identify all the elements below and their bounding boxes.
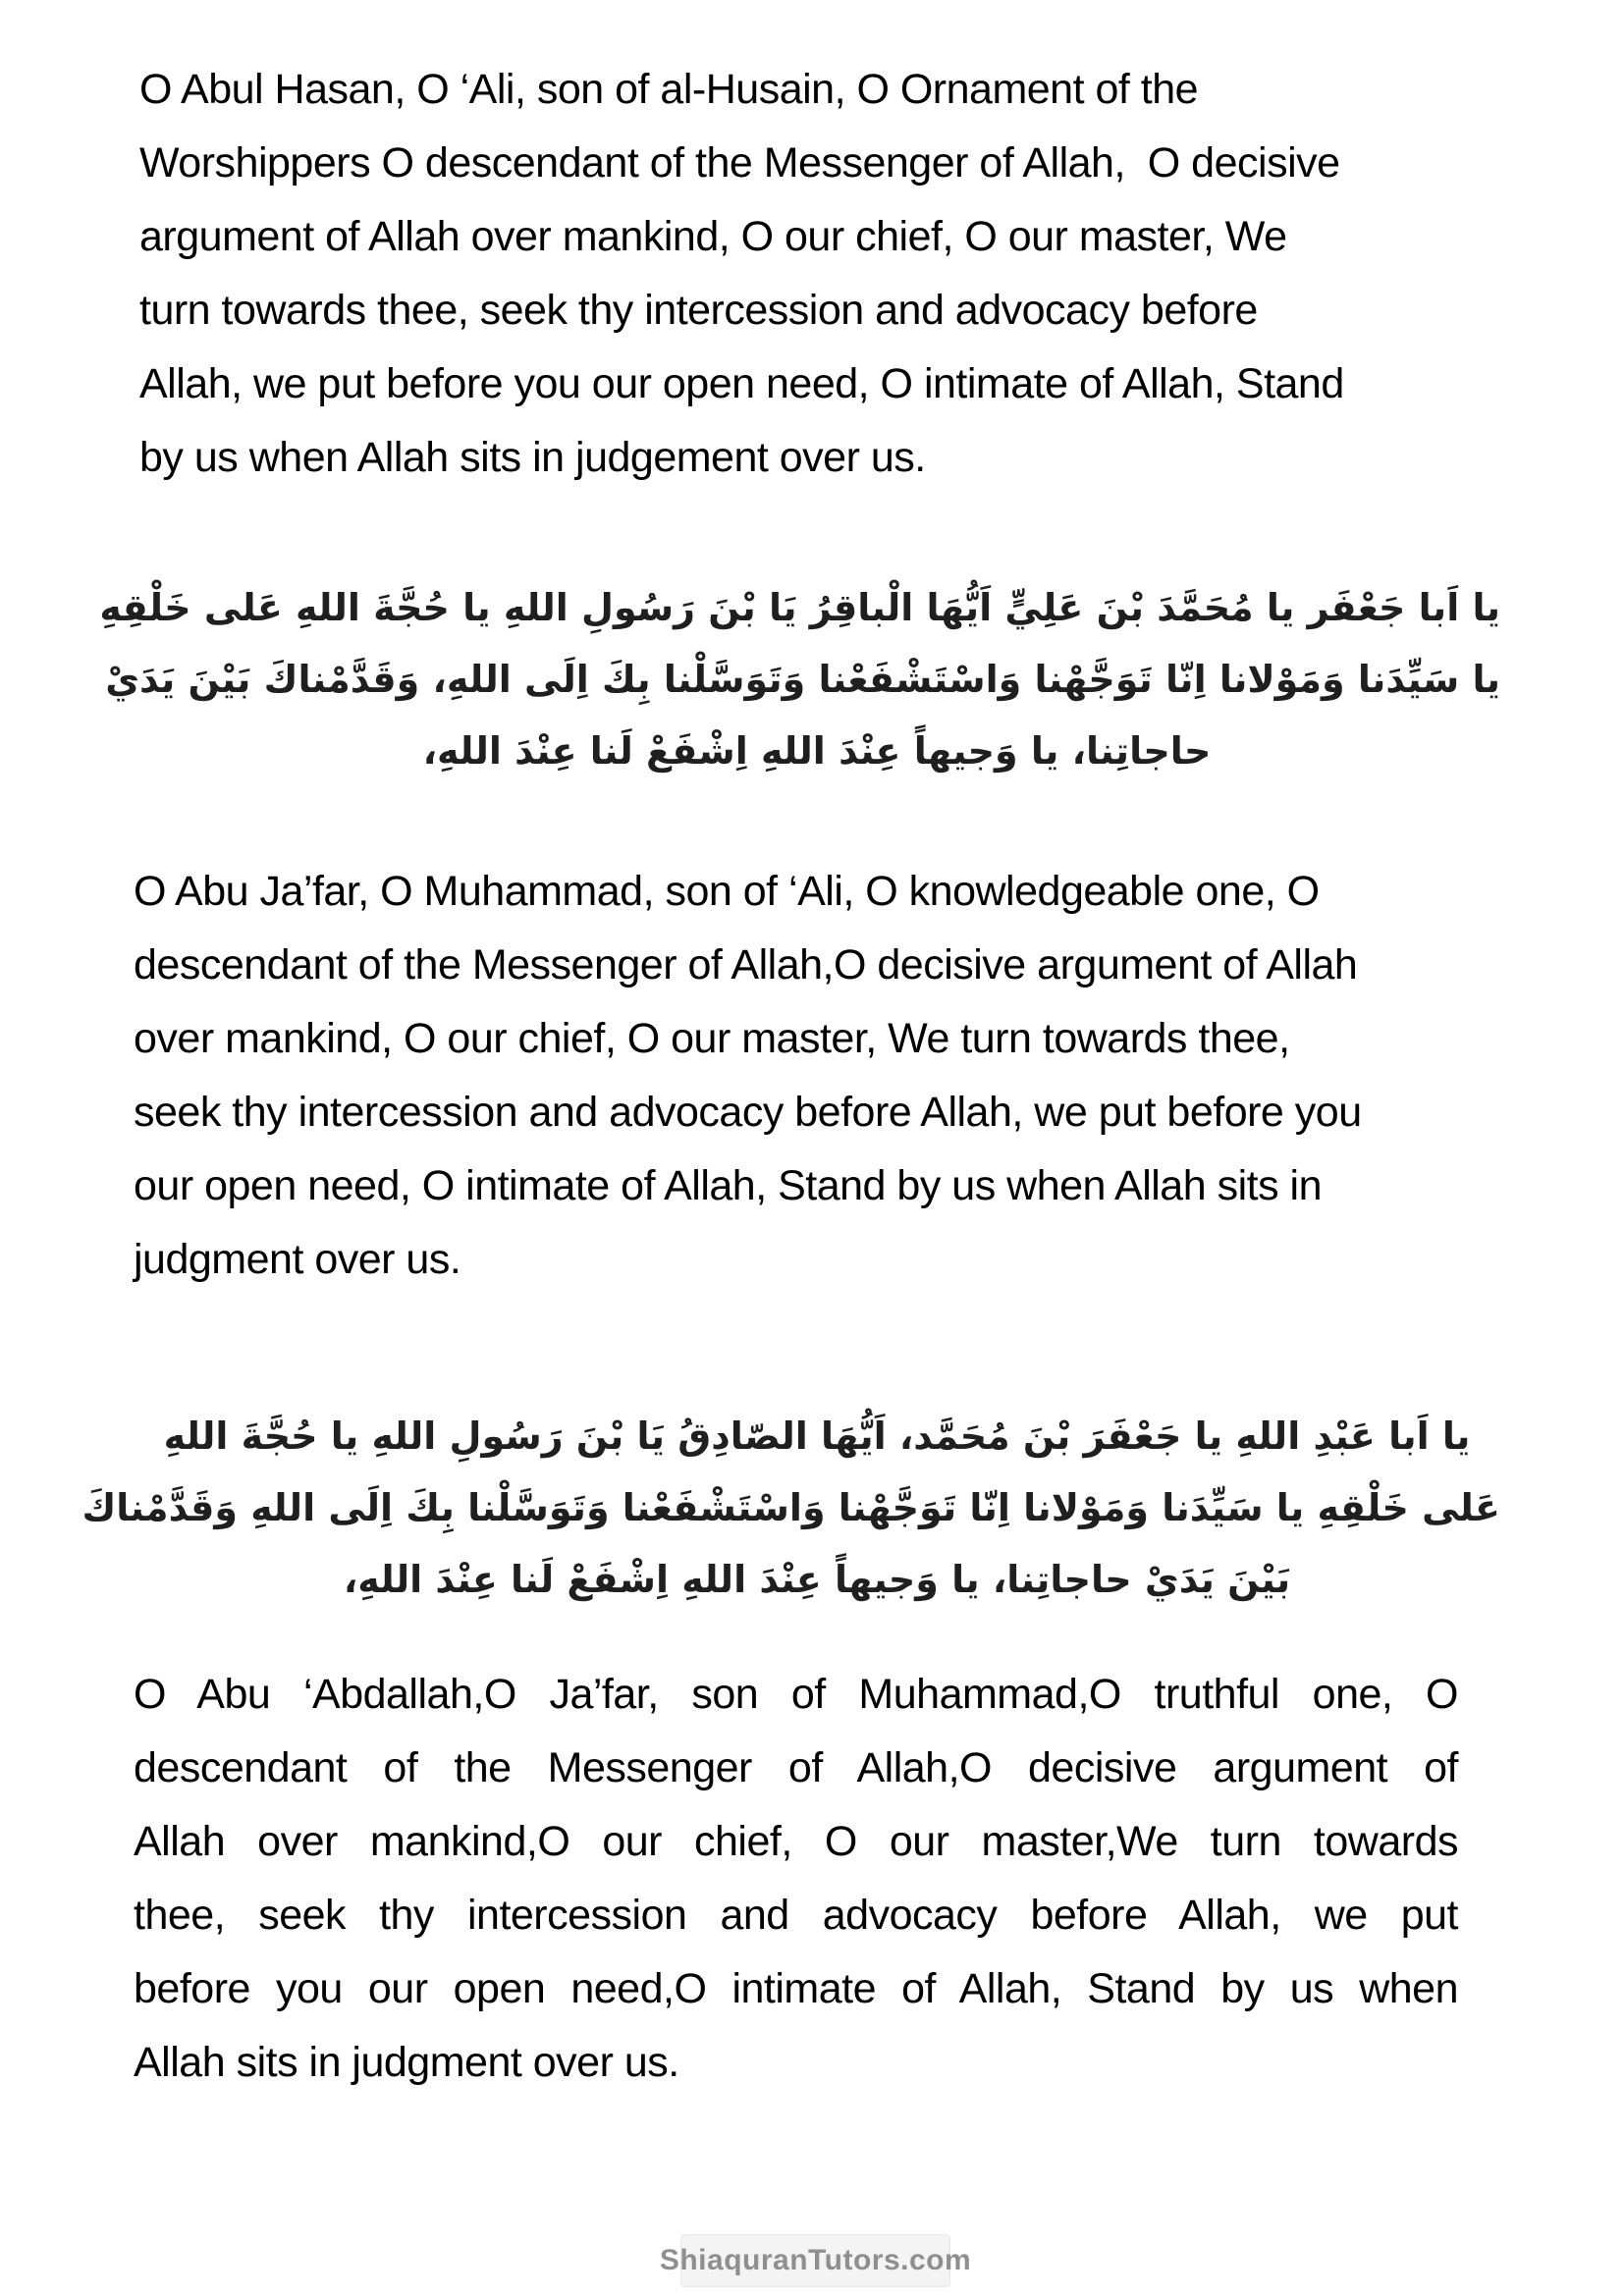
text-line: O Abul Hasan, O ‘Ali, son of al-Husain, O Ornament of the: [139, 66, 1199, 113]
text-line: judgment over us.: [134, 1236, 461, 1283]
text-line: by us when Allah sits in judgement over us.: [139, 434, 926, 481]
text-line: يا سَيِّدَنا وَمَوْلانا اِنّا تَوَجَّهْنا وَاسْتَشْفَعْنا وَتَوَسَّلْنا بِكَ اِلَى اللهِ، وَقَدَّمْناكَ بَيْنَ يَدَيْ: [105, 658, 1500, 701]
text-line: over mankind, O our chief, O our master, We turn towards thee,: [134, 1015, 1290, 1062]
text-line: seek thy intercession and advocacy before Allah, we put before you: [134, 1089, 1362, 1136]
text-line: Allah over mankind,O our chief, O our master,We turn towards: [134, 1818, 1458, 1865]
text-line: Allah, we put before you our open need, O intimate of Allah, Stand: [139, 360, 1344, 407]
watermark-text: ShiaquranTutors.com: [659, 2244, 972, 2276]
text-line: descendant of the Messenger of Allah,O decisive argument of: [134, 1744, 1458, 1791]
text-line: argument of Allah over mankind, O our chief, O our master, We: [139, 213, 1287, 260]
text-line: thee, seek thy intercession and advocacy before Allah, we put: [134, 1892, 1458, 1939]
text-line: our open need, O intimate of Allah, Stand by us when Allah sits in: [134, 1162, 1322, 1209]
text-line: turn towards thee, seek thy intercession and advocacy before: [139, 287, 1258, 334]
text-line: عَلى خَلْقِهِ يا سَيِّدَنا وَمَوْلانا اِنّا تَوَجَّهْنا وَاسْتَشْفَعْنا وَتَوَسَّلْنا بِكَ اِلَى اللهِ وَقَدَّمْناكَ: [81, 1486, 1500, 1529]
text-line: بَيْنَ يَدَيْ حاجاتِنا، يا وَجيهاً عِنْدَ اللهِ اِشْفَعْ لَنا عِنْدَ اللهِ،: [343, 1558, 1291, 1601]
text-line: O Abu Ja’far, O Muhammad, son of ‘Ali, O knowledgeable one, O: [134, 868, 1320, 915]
watermark-badge: [659, 2234, 972, 2287]
text-line: descendant of the Messenger of Allah,O decisive argument of Allah: [134, 941, 1358, 988]
english-paragraph-imam-sajjad: [134, 53, 1500, 495]
text-line: before you our open need,O intimate of Allah, Stand by us when: [134, 1965, 1458, 2012]
english-paragraph-imam-sadiq: [134, 1658, 1458, 2100]
text-line: يا اَبا جَعْفَر يا مُحَمَّدَ بْنَ عَلِيٍّ اَيُّهَا الْباقِرُ يَا بْنَ رَسُولِ اللهِ يا حُجَّةَ اللهِ عَلى خَلْقِهِ: [99, 586, 1500, 629]
text-line: Worshippers O descendant of the Messenger of Allah, O decisive: [139, 139, 1340, 187]
document-content: [81, 0, 1500, 2100]
english-paragraph-imam-baqir: [134, 855, 1500, 1297]
text-line: يا اَبا عَبْدِ اللهِ يا جَعْفَرَ بْنَ مُحَمَّد، اَيُّهَا الصّادِقُ يَا بْنَ رَسُولِ اللهِ يا حُجَّةَ اللهِ: [163, 1415, 1471, 1458]
text-line: O Abu ‘Abdallah,O Ja’far, son of Muhammad,O truthful one, O: [134, 1671, 1458, 1718]
text-line: حاجاتِنا، يا وَجيهاً عِنْدَ اللهِ اِشْفَعْ لَنا عِنْدَ اللهِ،: [422, 729, 1212, 773]
arabic-dua-imam-baqir: [99, 572, 1500, 787]
arabic-dua-imam-sadiq: [81, 1401, 1500, 1616]
text-line: Allah sits in judgment over us.: [134, 2039, 679, 2086]
